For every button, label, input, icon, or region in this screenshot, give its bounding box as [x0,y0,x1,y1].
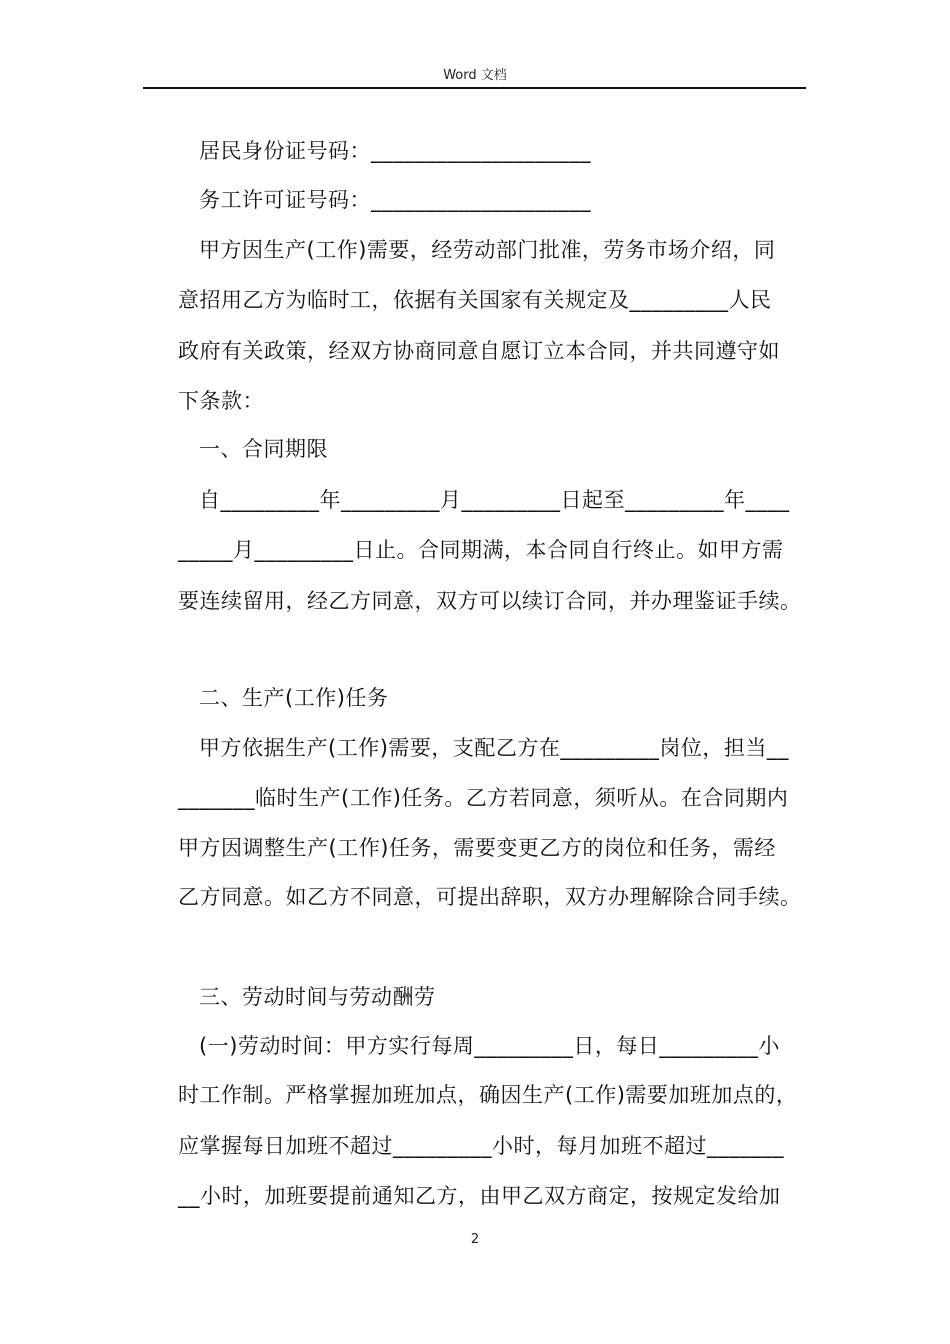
id-card-number-line: 居民身份证号码：____________________ [199,139,591,163]
working-hours-line: 应掌握每日加班不超过_________小时，每月加班不超过_______ [178,1134,784,1158]
production-task-line: _______临时生产(工作)任务。乙方若同意，须听从。在合同期内 [178,786,789,810]
section-heading-contract-term: 一、合同期限 [199,437,328,461]
production-task-line: 甲方因调整生产(工作)任务，需要变更乙方的岗位和任务，需经 [178,836,776,860]
page-number: 2 [470,1232,480,1247]
intro-paragraph-line: 意招用乙方为临时工，依据有关国家有关规定及_________人民 [178,288,772,312]
work-permit-number-line: 务工许可证号码：____________________ [199,188,591,212]
intro-paragraph-line: 政府有关政策，经双方协商同意自愿订立本合同，并共同遵守如 [178,339,780,363]
contract-term-line: 要连续留用，经乙方同意，双方可以续订合同，并办理鉴证手续。 [178,589,802,613]
header-title: Word 文档 [443,68,507,83]
intro-paragraph-line: 下条款： [178,389,264,413]
section-heading-production-task: 二、生产(工作)任务 [199,686,389,710]
working-hours-line: 时工作制。严格掌握加班加点，确因生产(工作)需要加班加点的， [178,1083,798,1107]
contract-term-line: 自_________年_________月_________日起至_________年____ [199,488,790,512]
header-divider [143,87,806,89]
section-heading-working-hours-pay: 三、劳动时间与劳动酬劳 [199,985,436,1009]
working-hours-line: __小时，加班要提前通知乙方，由甲乙双方商定，按规定发给加 [178,1184,781,1208]
intro-paragraph-line: 甲方因生产(工作)需要，经劳动部门批准，劳务市场介绍，同 [199,238,776,262]
contract-term-line: _____月_________日止。合同期满，本合同自行终止。如甲方需 [178,538,784,562]
working-hours-line: (一)劳动时间：甲方实行每周_________日，每日_________小 [199,1034,780,1058]
production-task-line: 甲方依据生产(工作)需要，支配乙方在_________岗位，担当__ [199,736,789,760]
production-task-line: 乙方同意。如乙方不同意，可提出辞职，双方办理解除合同手续。 [178,885,802,909]
